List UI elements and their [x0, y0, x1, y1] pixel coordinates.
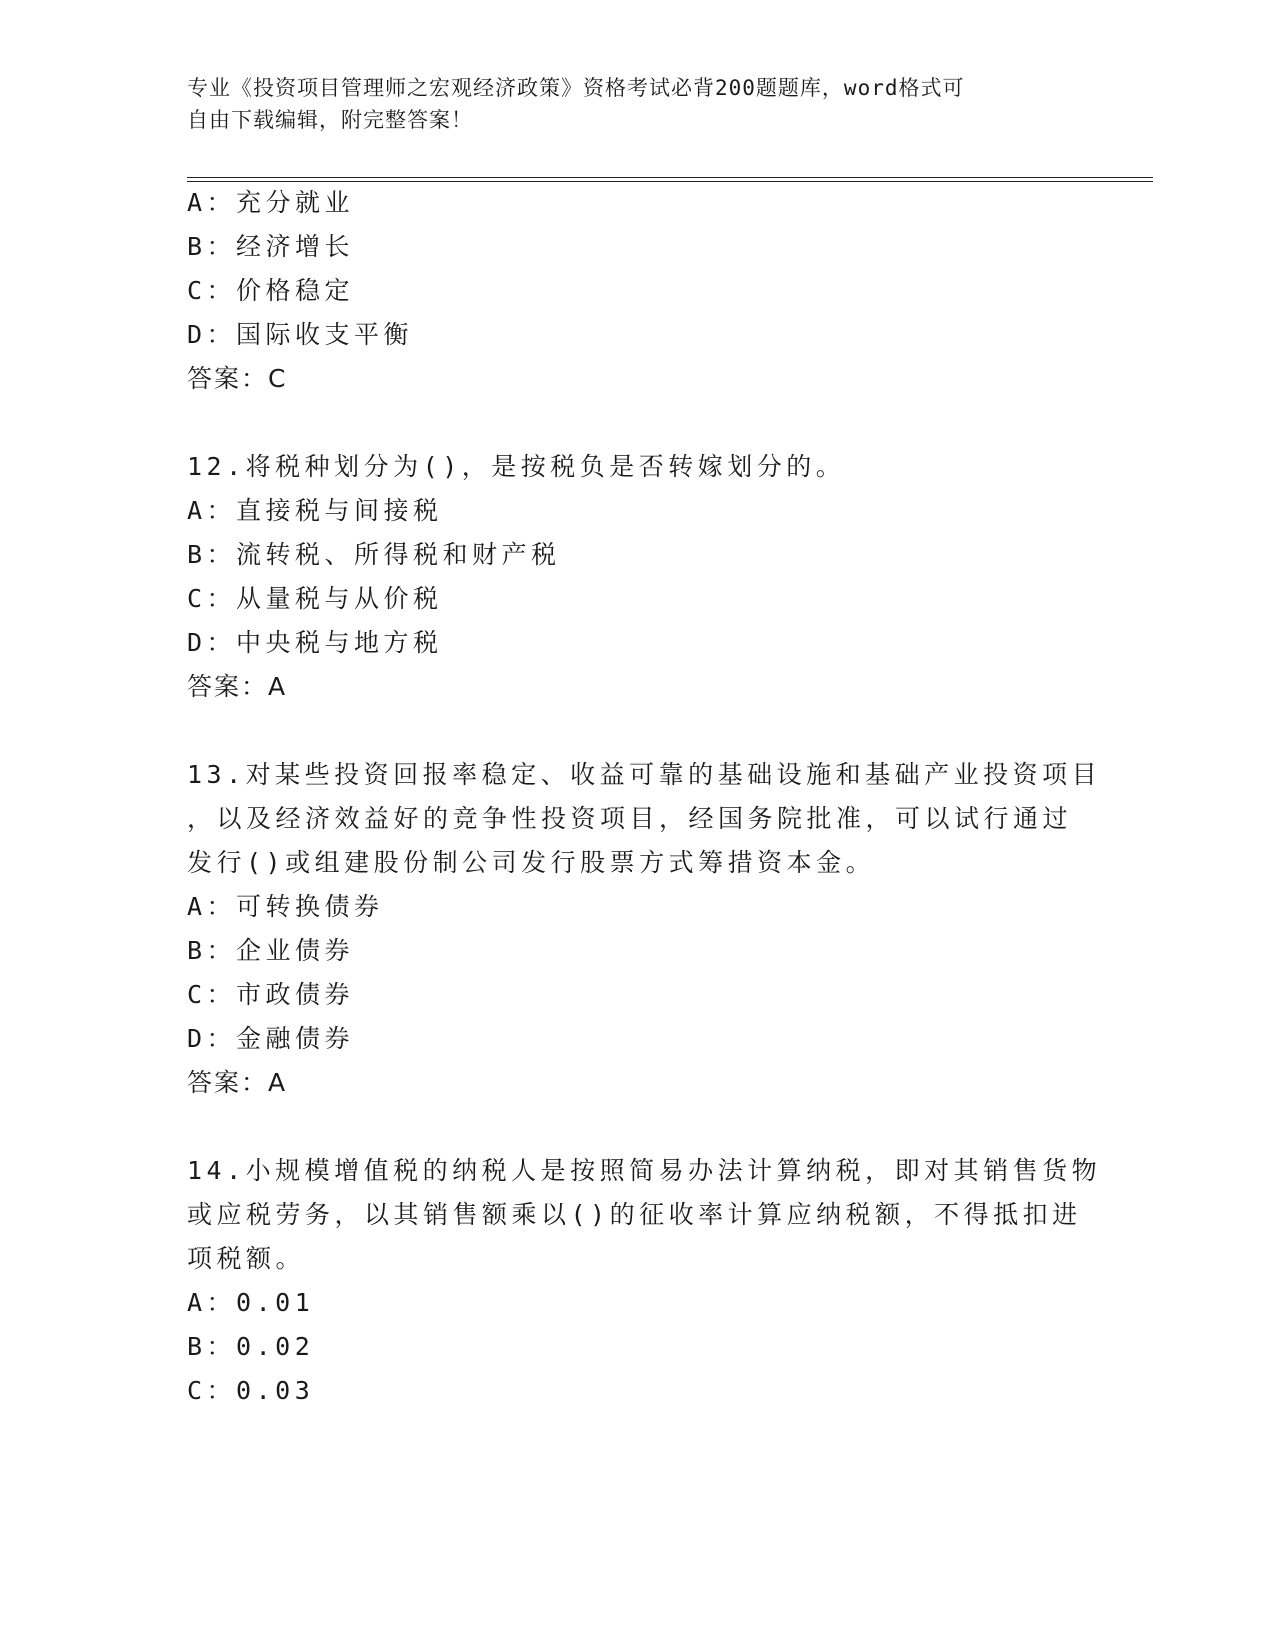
q13-answer: 答案：A — [187, 1068, 288, 1097]
q13-option-c: C：市政债券 — [187, 980, 355, 1009]
q13-option-b: B：企业债券 — [187, 936, 355, 965]
header-divider-bottom — [187, 181, 1153, 182]
q12-answer: 答案：A — [187, 672, 288, 701]
q14-stem-line-3: 项税额。 — [187, 1244, 306, 1273]
q14-option-b: B：0.02 — [187, 1332, 315, 1361]
document-header — [187, 72, 1067, 136]
q11-option-d: D：国际收支平衡 — [187, 320, 414, 349]
q13-stem-line-3: 发行()或组建股份制公司发行股票方式筹措资本金。 — [187, 848, 876, 877]
q13-option-d: D：金融债券 — [187, 1024, 355, 1053]
q11-option-a: A：充分就业 — [187, 188, 355, 217]
q12-stem-line-1: 12.将税种划分为()，是按税负是否转嫁划分的。 — [187, 452, 846, 481]
header-line-2: 自由下载编辑，附完整答案！ — [187, 108, 473, 132]
q14-option-a: A：0.01 — [187, 1288, 315, 1317]
q12-option-b: B：流转税、所得税和财产税 — [187, 540, 561, 569]
q11-option-c: C：价格稳定 — [187, 276, 355, 305]
q14-stem-line-2: 或应税劳务，以其销售额乘以()的征收率计算应纳税额，不得抵扣进 — [187, 1200, 1082, 1229]
q14-stem-line-1: 14.小规模增值税的纳税人是按照简易办法计算纳税，即对其销售货物 — [187, 1156, 1102, 1185]
header-line-1: 专业《投资项目管理师之宏观经济政策》资格考试必背200题题库，word格式可 — [187, 76, 965, 100]
q12-option-c: C：从量税与从价税 — [187, 584, 443, 613]
q12-option-d: D：中央税与地方税 — [187, 628, 443, 657]
q13-stem-line-2: ，以及经济效益好的竞争性投资项目，经国务院批准，可以试行通过 — [187, 804, 1073, 833]
q11-option-b: B：经济增长 — [187, 232, 355, 261]
header-divider-top — [187, 177, 1153, 178]
q13-option-a: A：可转换债券 — [187, 892, 384, 921]
q11-answer: 答案：C — [187, 364, 288, 393]
q12-option-a: A：直接税与间接税 — [187, 496, 443, 525]
q14-option-c: C：0.03 — [187, 1376, 315, 1405]
q13-stem-line-1: 13.对某些投资回报率稳定、收益可靠的基础设施和基础产业投资项目 — [187, 760, 1102, 789]
